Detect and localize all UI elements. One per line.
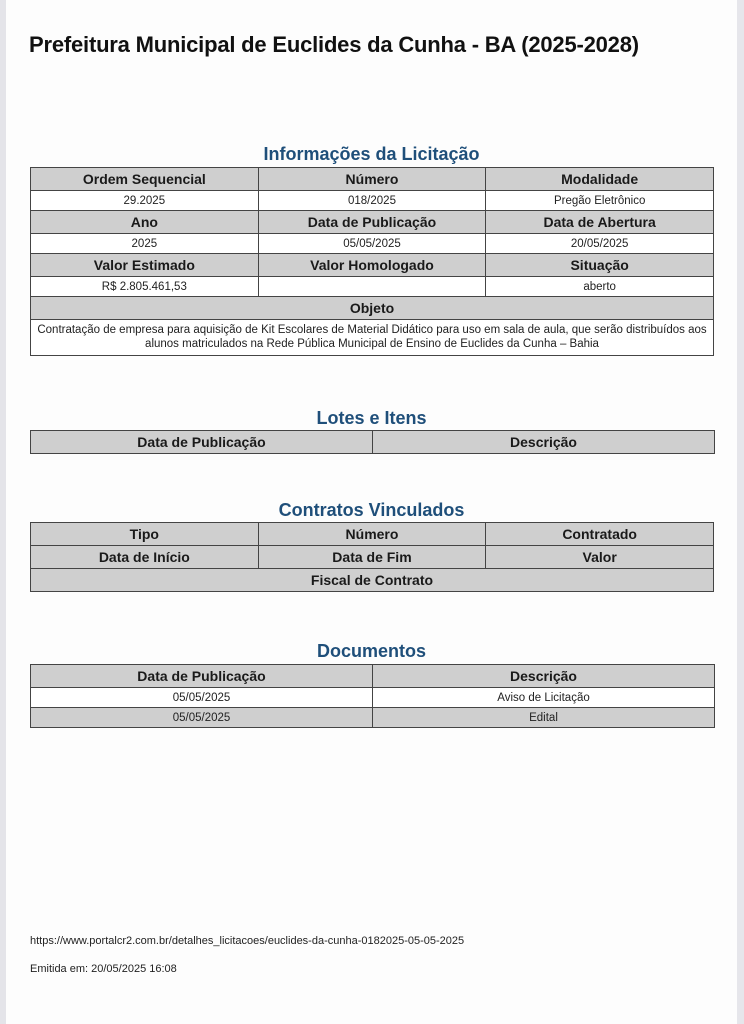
column-header-tipo: Tipo <box>31 523 259 546</box>
value-modalidade: Pregão Eletrônico <box>486 191 714 211</box>
page-url: https://www.portalcr2.com.br/detalhes_licitacoes/euclides-da-cunha-0182025-05-05-2025 <box>30 935 465 947</box>
label-valor-estimado: Valor Estimado <box>31 254 259 277</box>
label-data-publicacao: Data de Publicação <box>258 211 486 234</box>
section-title-lotes: Lotes e Itens <box>316 408 427 428</box>
table-header-row <box>31 546 714 569</box>
label-situacao: Situação <box>486 254 714 277</box>
table-header-row <box>31 569 714 592</box>
value-valor-estimado: R$ 2.805.461,53 <box>31 277 259 297</box>
label-numero: Número <box>258 168 486 191</box>
label-ano: Ano <box>31 211 259 234</box>
label-modalidade: Modalidade <box>486 168 714 191</box>
table-row <box>31 277 714 297</box>
table-header-row <box>31 431 715 454</box>
table-header-row <box>31 523 714 546</box>
value-valor-homologado <box>258 277 486 297</box>
column-header-descricao: Descrição <box>373 665 715 688</box>
table-row <box>31 688 715 708</box>
section-title-documentos: Documentos <box>316 641 426 661</box>
label-objeto: Objeto <box>31 297 714 320</box>
value-data-abertura: 20/05/2025 <box>486 234 714 254</box>
document-date: 05/05/2025 <box>31 688 373 708</box>
section-title-contratos: Contratos Vinculados <box>278 500 465 520</box>
column-header-data-publicacao: Data de Publicação <box>31 431 373 454</box>
table-row <box>31 191 714 211</box>
value-objeto: Contratação de empresa para aquisição de Kit Escolares de Material Didático para uso em sala de aula, que serão distribuídos aos alunos matriculados na Rede Pública Municipal de Ensino de Euclides da Cunha – Bahia <box>31 320 714 356</box>
value-data-publicacao: 05/05/2025 <box>258 234 486 254</box>
value-situacao: aberto <box>486 277 714 297</box>
right-scrollbar-track[interactable] <box>737 0 744 1024</box>
document-description: Aviso de Licitação <box>373 688 715 708</box>
column-header-descricao: Descrição <box>373 431 715 454</box>
document-description: Edital <box>373 708 715 728</box>
contratos-table <box>30 522 714 592</box>
table-row <box>31 320 714 356</box>
documentos-table <box>30 664 715 728</box>
label-valor-homologado: Valor Homologado <box>258 254 486 277</box>
document-date: 05/05/2025 <box>31 708 373 728</box>
page-title: Prefeitura Municipal de Euclides da Cunha - BA (2025-2028) <box>29 32 639 57</box>
column-header-contratado: Contratado <box>486 523 714 546</box>
column-header-data-fim: Data de Fim <box>258 546 486 569</box>
column-header-valor: Valor <box>486 546 714 569</box>
informacoes-table <box>30 167 714 356</box>
table-header-row <box>31 665 715 688</box>
column-header-numero: Número <box>258 523 486 546</box>
label-data-abertura: Data de Abertura <box>486 211 714 234</box>
value-ano: 2025 <box>31 234 259 254</box>
table-header-row <box>31 297 714 320</box>
table-header-row <box>31 254 714 277</box>
table-header-row <box>31 211 714 234</box>
section-title-informacoes: Informações da Licitação <box>263 144 480 164</box>
value-numero: 018/2025 <box>258 191 486 211</box>
value-ordem-sequencial: 29.2025 <box>31 191 259 211</box>
label-ordem-sequencial: Ordem Sequencial <box>31 168 259 191</box>
table-row <box>31 234 714 254</box>
column-header-fiscal-contrato: Fiscal de Contrato <box>31 569 714 592</box>
lotes-table <box>30 430 715 454</box>
emission-timestamp: Emitida em: 20/05/2025 16:08 <box>30 963 177 975</box>
column-header-data-inicio: Data de Início <box>31 546 259 569</box>
column-header-data-publicacao: Data de Publicação <box>31 665 373 688</box>
table-header-row <box>31 168 714 191</box>
left-page-edge <box>0 0 6 1024</box>
table-row <box>31 708 715 728</box>
